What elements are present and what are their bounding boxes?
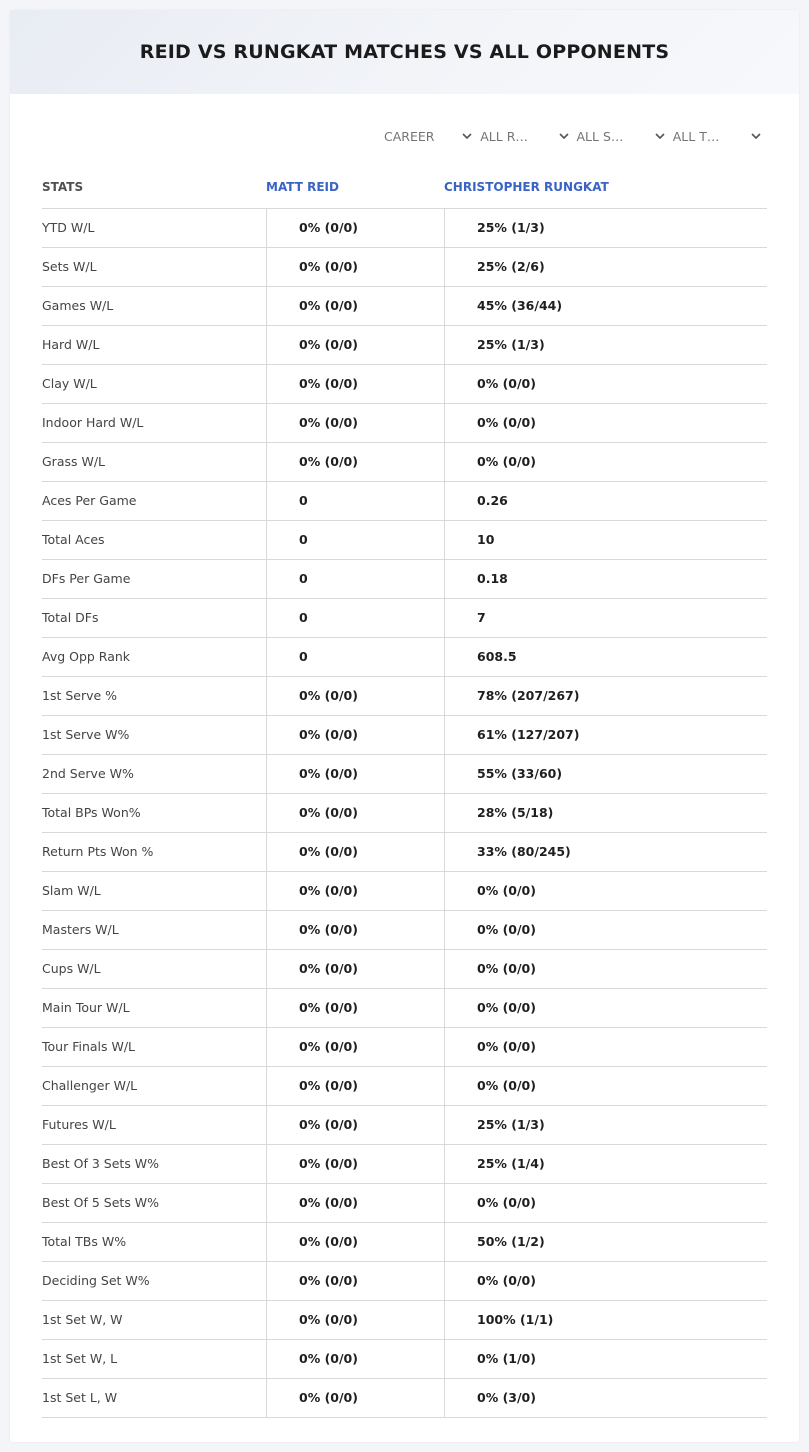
table-row: [42, 794, 767, 833]
stat-label: Return Pts Won %: [42, 844, 154, 859]
player1-value: 0: [266, 599, 444, 637]
stat-label: Indoor Hard W/L: [42, 415, 144, 430]
player2-value: 33% (80/245): [444, 833, 767, 871]
player1-value: 0% (0/0): [266, 677, 444, 715]
player1-value: 0% (0/0): [266, 1262, 444, 1300]
table-row: [42, 1067, 767, 1106]
player1-value: 0: [266, 560, 444, 598]
filter-bar: [380, 126, 765, 148]
player2-value: 100% (1/1): [444, 1301, 767, 1339]
chevron-down-icon: [462, 132, 472, 140]
table-row: [42, 443, 767, 482]
column-header-player2-link[interactable]: CHRISTOPHER RUNGKAT: [444, 180, 609, 194]
stats-table: [42, 160, 767, 1418]
player2-value: 0% (0/0): [444, 443, 767, 481]
player2-value: 25% (1/3): [444, 1106, 767, 1144]
table-header: [42, 160, 767, 209]
player1-value: 0% (0/0): [266, 1301, 444, 1339]
table-row: [42, 716, 767, 755]
player1-value: 0% (0/0): [266, 1106, 444, 1144]
player1-value: 0% (0/0): [266, 989, 444, 1027]
stat-label: Slam W/L: [42, 883, 101, 898]
table-row: [42, 950, 767, 989]
table-row: [42, 599, 767, 638]
player2-value: 0% (0/0): [444, 365, 767, 403]
table-row: [42, 287, 767, 326]
player1-value: 0: [266, 638, 444, 676]
player2-value: 0% (0/0): [444, 989, 767, 1027]
player2-value: 0% (0/0): [444, 1262, 767, 1300]
player1-value: 0% (0/0): [266, 287, 444, 325]
stat-label: 2nd Serve W%: [42, 766, 134, 781]
player1-value: 0: [266, 521, 444, 559]
player2-value: 25% (1/4): [444, 1145, 767, 1183]
player2-value: 45% (36/44): [444, 287, 767, 325]
player2-value: 0.18: [444, 560, 767, 598]
stat-label: 1st Set W, W: [42, 1312, 123, 1327]
player2-value: 7: [444, 599, 767, 637]
stat-label: 1st Set L, W: [42, 1390, 118, 1405]
filter-surface-select[interactable]: [573, 126, 669, 148]
table-row: [42, 326, 767, 365]
table-row: [42, 1379, 767, 1418]
table-row: [42, 209, 767, 248]
chevron-down-icon: [751, 132, 761, 140]
table-row: [42, 1262, 767, 1301]
filter-round-label: ALL R…: [480, 129, 528, 144]
table-row: [42, 1028, 767, 1067]
player1-value: 0% (0/0): [266, 950, 444, 988]
player2-value: 0% (0/0): [444, 1067, 767, 1105]
player2-value: 50% (1/2): [444, 1223, 767, 1261]
stat-label: Best Of 5 Sets W%: [42, 1195, 160, 1210]
player1-value: 0% (0/0): [266, 1379, 444, 1417]
player1-value: 0% (0/0): [266, 1223, 444, 1261]
stat-label: Hard W/L: [42, 337, 100, 352]
player1-value: 0% (0/0): [266, 794, 444, 832]
player2-value: 608.5: [444, 638, 767, 676]
table-row: [42, 404, 767, 443]
player1-value: 0% (0/0): [266, 404, 444, 442]
player2-value: 0.26: [444, 482, 767, 520]
table-row: [42, 521, 767, 560]
table-row: [42, 911, 767, 950]
player1-value: 0% (0/0): [266, 209, 444, 247]
stat-label: Cups W/L: [42, 961, 101, 976]
player2-value: 28% (5/18): [444, 794, 767, 832]
player2-value: 78% (207/267): [444, 677, 767, 715]
player1-value: 0% (0/0): [266, 1067, 444, 1105]
player1-value: 0% (0/0): [266, 248, 444, 286]
player1-value: 0% (0/0): [266, 326, 444, 364]
stat-label: Total BPs Won%: [42, 805, 141, 820]
player1-value: 0% (0/0): [266, 755, 444, 793]
column-header-player1-link[interactable]: MATT REID: [266, 180, 339, 194]
table-row: [42, 1106, 767, 1145]
player2-value: 0% (0/0): [444, 950, 767, 988]
stat-label: Avg Opp Rank: [42, 649, 131, 664]
chevron-down-icon: [655, 132, 665, 140]
stat-label: Grass W/L: [42, 454, 106, 469]
stat-label: Challenger W/L: [42, 1078, 138, 1093]
stat-label: Futures W/L: [42, 1117, 116, 1132]
table-row: [42, 560, 767, 599]
stat-label: DFs Per Game: [42, 571, 131, 586]
filter-tournament-label: ALL T…: [672, 129, 720, 144]
table-row: [42, 482, 767, 521]
table-row: [42, 989, 767, 1028]
player2-value: 0% (0/0): [444, 1028, 767, 1066]
column-header-stats: STATS: [42, 180, 84, 194]
stat-label: Best Of 3 Sets W%: [42, 1156, 160, 1171]
table-row: [42, 755, 767, 794]
player2-value: 0% (0/0): [444, 911, 767, 949]
player1-value: 0% (0/0): [266, 833, 444, 871]
player2-value: 0% (1/0): [444, 1340, 767, 1378]
player1-value: 0: [266, 482, 444, 520]
player2-value: 25% (1/3): [444, 326, 767, 364]
chevron-down-icon: [559, 132, 569, 140]
table-row: [42, 1223, 767, 1262]
table-row: [42, 1184, 767, 1223]
stat-label: Tour Finals W/L: [42, 1039, 136, 1054]
player1-value: 0% (0/0): [266, 872, 444, 910]
stat-label: Total TBs W%: [42, 1234, 127, 1249]
player1-value: 0% (0/0): [266, 1184, 444, 1222]
filter-period-label: CAREER: [384, 129, 435, 144]
filter-period-select[interactable]: [380, 126, 476, 148]
table-row: [42, 365, 767, 404]
filter-round-select[interactable]: [476, 126, 572, 148]
table-row: [42, 1301, 767, 1340]
player2-value: 61% (127/207): [444, 716, 767, 754]
stat-label: Total DFs: [42, 610, 99, 625]
stat-label: 1st Serve W%: [42, 727, 130, 742]
player2-value: 0% (0/0): [444, 404, 767, 442]
stat-label: Masters W/L: [42, 922, 119, 937]
stat-label: Deciding Set W%: [42, 1273, 150, 1288]
stat-label: Total Aces: [42, 532, 105, 547]
table-row: [42, 833, 767, 872]
card-header: [10, 10, 799, 94]
stat-label: YTD W/L: [42, 220, 95, 235]
stat-label: Sets W/L: [42, 259, 97, 274]
player2-value: 0% (0/0): [444, 1184, 767, 1222]
page-title: REID VS RUNGKAT MATCHES VS ALL OPPONENTS: [139, 41, 670, 63]
table-row: [42, 1145, 767, 1184]
player1-value: 0% (0/0): [266, 1028, 444, 1066]
filter-tournament-select[interactable]: [669, 126, 765, 148]
player2-value: 0% (3/0): [444, 1379, 767, 1417]
table-row: [42, 1340, 767, 1379]
stat-label: Clay W/L: [42, 376, 97, 391]
player2-value: 55% (33/60): [444, 755, 767, 793]
table-row: [42, 872, 767, 911]
player2-value: 0% (0/0): [444, 872, 767, 910]
player1-value: 0% (0/0): [266, 911, 444, 949]
stat-label: Aces Per Game: [42, 493, 137, 508]
player1-value: 0% (0/0): [266, 443, 444, 481]
player1-value: 0% (0/0): [266, 365, 444, 403]
stat-label: Main Tour W/L: [42, 1000, 130, 1015]
table-row: [42, 248, 767, 287]
stat-label: 1st Serve %: [42, 688, 118, 703]
table-row: [42, 677, 767, 716]
player2-value: 25% (2/6): [444, 248, 767, 286]
player2-value: 10: [444, 521, 767, 559]
stat-label: 1st Set W, L: [42, 1351, 118, 1366]
player2-value: 25% (1/3): [444, 209, 767, 247]
player1-value: 0% (0/0): [266, 716, 444, 754]
player1-value: 0% (0/0): [266, 1340, 444, 1378]
player1-value: 0% (0/0): [266, 1145, 444, 1183]
filter-surface-label: ALL S…: [576, 129, 624, 144]
stats-card: [10, 10, 799, 1442]
table-row: [42, 638, 767, 677]
table-body: [42, 209, 767, 1418]
stat-label: Games W/L: [42, 298, 114, 313]
